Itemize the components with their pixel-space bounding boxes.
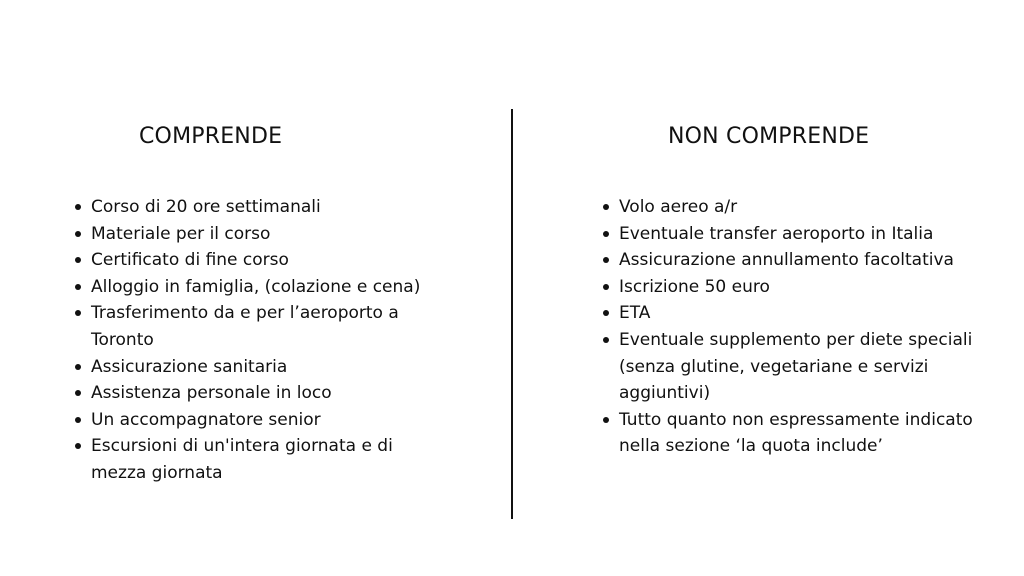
- list-item-text: Trasferimento da e per l’aeroporto a Toronto: [91, 303, 399, 350]
- list-item-text: Volo aereo a/r: [619, 197, 738, 217]
- list-item-text: Tutto quanto non espressamente indicato nella sezione ‘la quota include’: [619, 409, 973, 457]
- bullet-icon: [75, 284, 81, 290]
- list-item-text: Un accompagnatore senior: [91, 409, 321, 430]
- bullet-icon: [75, 364, 81, 370]
- bullet-icon: [75, 204, 81, 210]
- list-item-text: Certificato di fine corso: [91, 250, 289, 271]
- bullet-icon: [75, 310, 81, 316]
- bullet-icon: [603, 204, 609, 210]
- list-item: [600, 221, 980, 248]
- list-item: [72, 221, 432, 248]
- bullet-icon: [75, 390, 81, 396]
- list-item: [600, 327, 980, 407]
- list-item: [72, 407, 432, 434]
- includes-list: [72, 194, 432, 487]
- list-item: [72, 354, 432, 381]
- bullet-icon: [603, 257, 609, 263]
- list-item-text: Assicurazione annullamento facoltativa: [619, 250, 954, 271]
- list-item-text: Assistenza personale in loco: [91, 383, 332, 404]
- list-item: [72, 433, 432, 486]
- bullet-icon: [603, 337, 609, 343]
- includes-heading: COMPRENDE: [139, 124, 283, 149]
- list-item: [600, 247, 980, 274]
- list-item-text: Eventuale transfer aeroporto in Italia: [619, 223, 934, 244]
- list-item-text: Alloggio in famiglia, (colazione e cena): [91, 276, 421, 297]
- list-item: [600, 300, 980, 327]
- list-item: [72, 380, 432, 407]
- list-item: [72, 274, 432, 301]
- list-item: [600, 407, 980, 460]
- list-item: [600, 274, 980, 301]
- bullet-icon: [75, 231, 81, 237]
- list-item-text: Escursioni di un'intera giornata e di mezza giornata: [91, 436, 393, 483]
- list-item: [72, 194, 432, 221]
- list-item-text: Assicurazione sanitaria: [91, 356, 288, 377]
- bullet-icon: [75, 443, 81, 449]
- list-item-text: Eventuale supplemento per diete speciali (senza glutine, vegetariane e servizi aggiuntivi): [619, 329, 973, 404]
- column-divider: [511, 109, 513, 519]
- bullet-icon: [603, 284, 609, 290]
- list-item-text: Corso di 20 ore settimanali: [91, 197, 321, 217]
- list-item: [600, 194, 980, 221]
- list-item-text: Materiale per il corso: [91, 223, 271, 244]
- bullet-icon: [75, 417, 81, 423]
- excludes-list: [600, 194, 980, 460]
- list-item-text: Iscrizione 50 euro: [619, 276, 770, 297]
- list-item: [72, 300, 432, 353]
- bullet-icon: [603, 231, 609, 237]
- list-item: [72, 247, 432, 274]
- bullet-icon: [75, 257, 81, 263]
- excludes-heading: NON COMPRENDE: [668, 124, 870, 149]
- bullet-icon: [603, 417, 609, 423]
- bullet-icon: [603, 310, 609, 316]
- list-item-text: ETA: [619, 303, 651, 324]
